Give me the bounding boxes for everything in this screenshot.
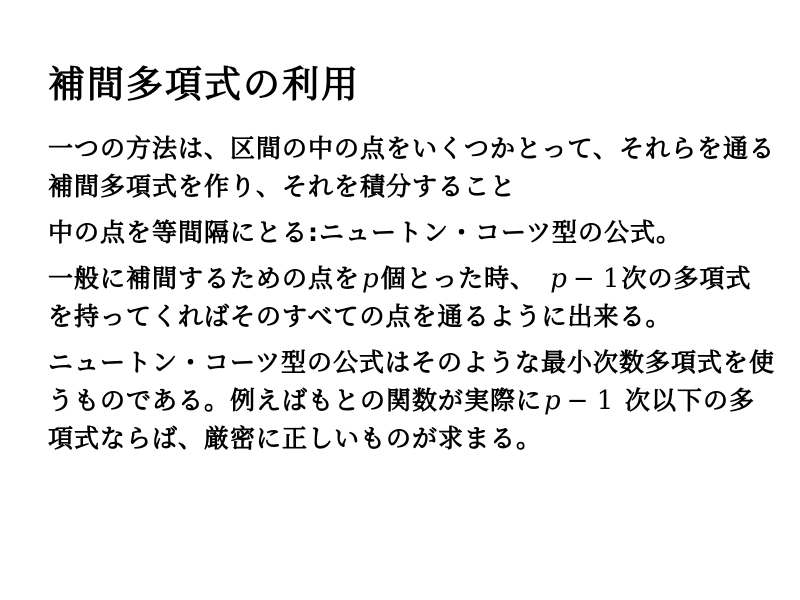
slide-body — [48, 130, 778, 466]
math-var-p: p — [550, 264, 567, 294]
math-minus-one: − 1 — [566, 386, 614, 416]
text-segment: うものである。例えばもとの関数が実際に — [48, 386, 543, 415]
text-line — [48, 260, 778, 298]
math-expression-p — [360, 264, 381, 294]
paragraph-newton-cotes-def — [48, 214, 778, 252]
text-line: 補間多項式を作り、それを積分すること — [48, 172, 517, 201]
math-var-p: p — [544, 386, 561, 416]
text-line: 中の点を等間隔にとる:ニュートン・コーツ型の公式。 — [48, 218, 682, 247]
paragraph-newton-cotes-property — [48, 344, 778, 458]
text-segment: 一般に補間するための点を — [48, 264, 361, 293]
text-segment: 次の多項式 — [621, 264, 752, 293]
text-line: 項式ならば、厳密に正しいものが求まる。 — [48, 424, 543, 453]
math-minus-one: − 1 — [572, 264, 620, 294]
slide-title: 補間多項式の利用 — [48, 63, 360, 106]
text-line: 一つの方法は、区間の中の点をいくつかとって、それらを通る — [48, 134, 776, 163]
text-line: を持ってくればそのすべての点を通るように出来る。 — [48, 302, 672, 331]
math-var-p: p — [362, 264, 379, 294]
text-line: ニュートン・コーツ型の公式はそのような最小次数多項式を使 — [48, 348, 776, 377]
math-expression-p-minus-1 — [548, 264, 621, 294]
math-expression-p-minus-1 — [542, 386, 615, 416]
text-segment: 個とった時、 — [380, 264, 537, 293]
paragraph-method — [48, 130, 778, 206]
paragraph-interpolation-points — [48, 260, 778, 336]
text-line — [48, 382, 778, 420]
text-segment: 次以下の多 — [615, 386, 755, 415]
